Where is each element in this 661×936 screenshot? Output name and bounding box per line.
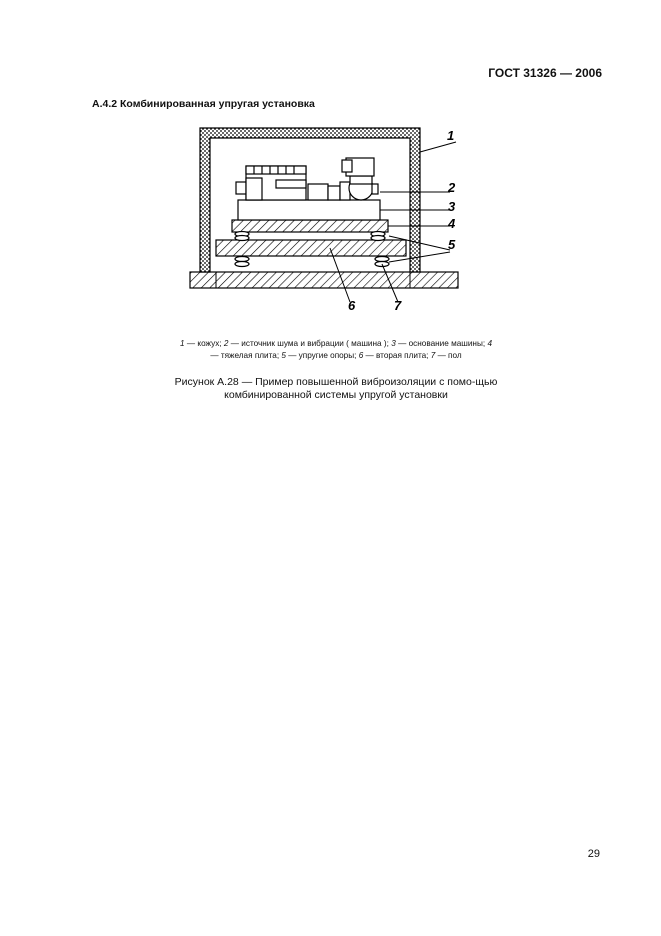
legend-num-6: 6 xyxy=(358,351,364,360)
machine-base xyxy=(238,200,380,220)
lower-elastic-supports xyxy=(235,257,389,267)
callout-1: 1 xyxy=(447,128,455,143)
callout-3: 3 xyxy=(448,199,456,214)
document-header: ГОСТ 31326 — 2006 xyxy=(488,66,602,80)
page-number: 29 xyxy=(587,848,600,860)
legend-num-3: 3 xyxy=(391,339,396,348)
legend-text-6: — вторая плита; xyxy=(363,351,431,360)
callout-6: 6 xyxy=(348,298,356,313)
legend-num-2: 2 xyxy=(223,339,229,348)
legend-text-2: — источник шума и вибрации ( машина ); xyxy=(228,339,392,348)
legend-num-5: 5 xyxy=(281,351,286,360)
figure-caption: Рисунок А.28 — Пример повышенной виброизоляции с помо-щью комбинированной системы упругой установки xyxy=(174,376,498,401)
callout-7: 7 xyxy=(394,298,402,313)
floor xyxy=(190,272,458,288)
heavy-plate xyxy=(232,220,388,232)
legend-num-7: 7 xyxy=(430,351,436,360)
legend-text-7: — пол xyxy=(435,351,462,360)
installation-diagram xyxy=(180,122,480,322)
figure-legend xyxy=(180,338,492,362)
legend-num-1: 1 xyxy=(180,339,185,348)
machine xyxy=(236,158,378,200)
upper-elastic-supports xyxy=(235,232,385,241)
section-title: А.4.2 Комбинированная упругая установка xyxy=(92,98,315,110)
legend-num-4: 4 xyxy=(487,339,492,348)
figure-a28 xyxy=(180,122,480,327)
callout-4: 4 xyxy=(448,216,456,231)
legend-text-1: — кожух; xyxy=(184,339,224,348)
second-plate xyxy=(216,240,406,256)
callout-5: 5 xyxy=(448,237,456,252)
callout-2: 2 xyxy=(448,180,456,195)
legend-text-3: — основание машины; xyxy=(395,339,488,348)
legend-text-5: — упругие опоры; xyxy=(285,351,359,360)
legend-text-4: — тяжелая плита; xyxy=(210,351,282,360)
